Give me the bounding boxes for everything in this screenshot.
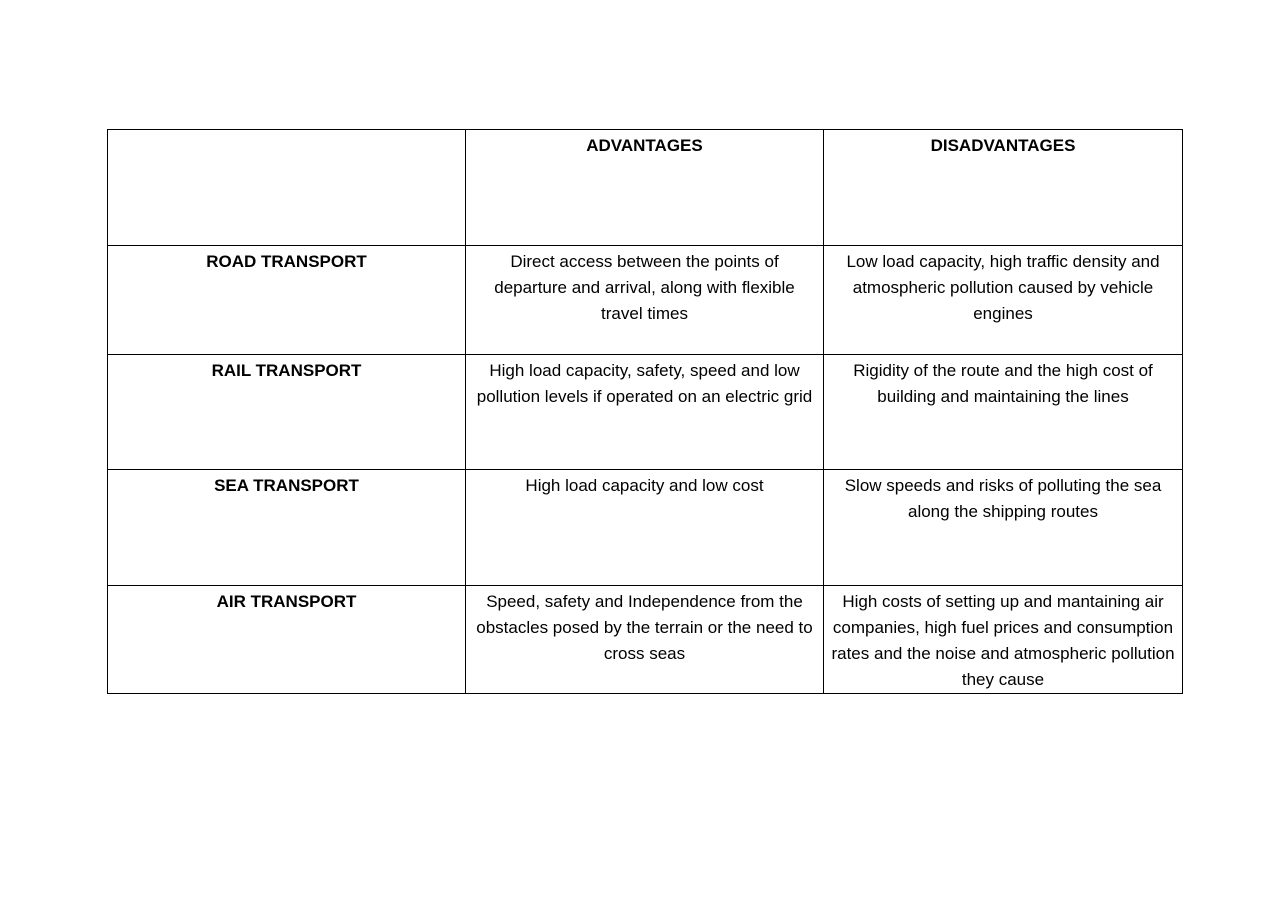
table-row [108, 586, 1183, 694]
table-row [108, 355, 1183, 470]
row-label: AIR TRANSPORT [108, 586, 466, 694]
advantages-cell: High load capacity, safety, speed and low pollution levels if operated on an electric grid [466, 355, 824, 470]
disadvantages-cell: High costs of setting up and mantaining air companies, high fuel prices and consumption rates and the noise and atmospheric pollution they cause [824, 586, 1183, 694]
row-label: SEA TRANSPORT [108, 470, 466, 586]
table-row [108, 470, 1183, 586]
advantages-cell: Direct access between the points of departure and arrival, along with flexible travel times [466, 246, 824, 355]
header-row [108, 130, 1183, 246]
transport-comparison-table [107, 129, 1183, 694]
row-label: ROAD TRANSPORT [108, 246, 466, 355]
header-advantages: ADVANTAGES [466, 130, 824, 246]
row-label: RAIL TRANSPORT [108, 355, 466, 470]
table-row [108, 246, 1183, 355]
header-disadvantages: DISADVANTAGES [824, 130, 1183, 246]
disadvantages-cell: Rigidity of the route and the high cost of building and maintaining the lines [824, 355, 1183, 470]
advantages-cell: High load capacity and low cost [466, 470, 824, 586]
header-cell-empty [108, 130, 466, 246]
disadvantages-cell: Slow speeds and risks of polluting the sea along the shipping routes [824, 470, 1183, 586]
advantages-cell: Speed, safety and Independence from the obstacles posed by the terrain or the need to cross seas [466, 586, 824, 694]
disadvantages-cell: Low load capacity, high traffic density and atmospheric pollution caused by vehicle engines [824, 246, 1183, 355]
